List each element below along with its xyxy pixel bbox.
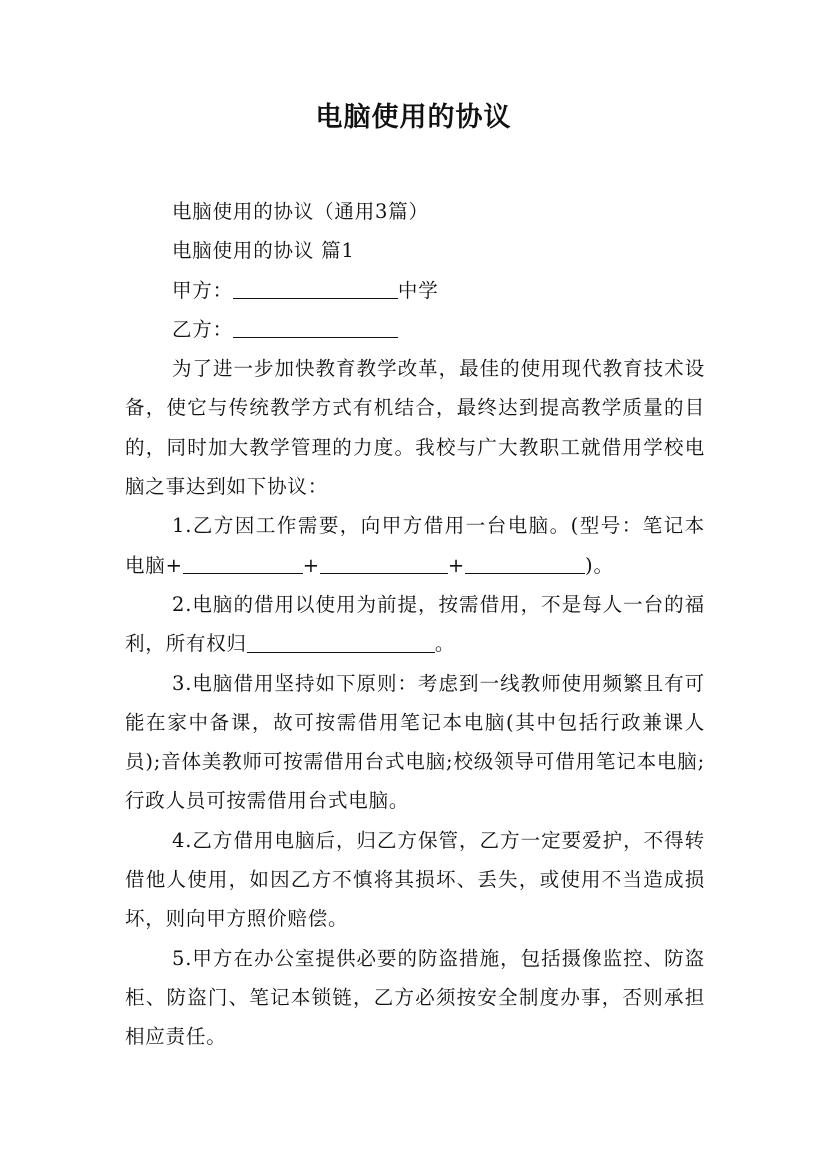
clause-2-suffix: 。 (434, 632, 456, 656)
party-a-label: 甲方： (172, 278, 233, 302)
clause-1-suffix: )。 (585, 553, 614, 577)
party-a-suffix: 中学 (397, 278, 439, 302)
model-blank-2 (320, 553, 448, 574)
model-blank-1 (183, 553, 303, 574)
clause-3: 3.电脑借用坚持如下原则：考虑到一线教师使用频繁且有可能在家中备课，故可按需借用笔记本电脑(其中包括行政兼课人员);音体美教师可按需借用台式电脑;校级领导可借用笔记本电脑;行政人员可按需借用台式电脑。 (125, 671, 705, 813)
party-a-line (125, 271, 705, 310)
section-heading: 电脑使用的协议 篇1 (172, 239, 355, 263)
ownership-blank (247, 631, 435, 652)
document-body (125, 192, 705, 1057)
clause-2 (125, 585, 705, 664)
clause-1-text: 1.乙方因工作需要，向甲方借用一台电脑。(型号：笔记本电脑+ (125, 514, 705, 577)
clause-1 (125, 506, 705, 585)
clause-5: 5.甲方在办公室提供必要的防盗措施，包括摄像监控、防盗柜、防盗门、笔记本锁链，乙方必须按安全制度办事，否则承担相应责任。 (125, 946, 705, 1049)
party-a-blank (233, 277, 398, 298)
party-b-label: 乙方： (172, 317, 233, 341)
plus-sign-2: + (447, 553, 466, 577)
document-subtitle: 电脑使用的协议（通用3篇） (172, 200, 429, 223)
intro-paragraph: 为了进一步加快教育教学改革，最佳的使用现代教育技术设备，使它与传统教学方式有机结合，最终达到提高教学质量的目的，同时加大教学管理的力度。我校与广大教职工就借用学校电脑之事达到如下协议： (125, 357, 705, 499)
clause-4: 4.乙方借用电脑后，归乙方保管，乙方一定要爱护，不得转借他人使用，如因乙方不慎将其损坏、丢失，或使用不当造成损坏，则向甲方照价赔偿。 (125, 828, 705, 931)
plus-sign-1: + (302, 553, 320, 577)
model-blank-3 (465, 553, 585, 574)
party-b-line (125, 310, 705, 349)
party-b-blank (233, 317, 398, 338)
clause-2-text: 2.电脑的借用以使用为前提，按需借用，不是每人一台的福利，所有权归 (125, 592, 705, 656)
document-title: 电脑使用的协议 (315, 102, 512, 133)
